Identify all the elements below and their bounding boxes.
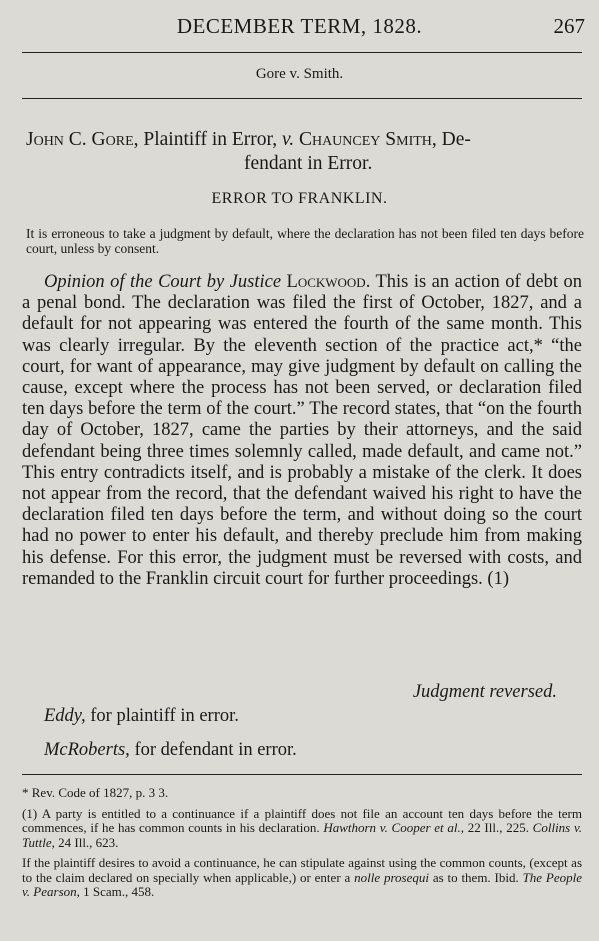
plaintiff-name: John C. Gore, bbox=[26, 129, 139, 150]
judgment: Judgment reversed. bbox=[412, 682, 557, 702]
counsel-defendant bbox=[44, 740, 297, 761]
running-head bbox=[0, 14, 599, 44]
opinion-body: This is an action of debt on a penal bond. The declaration was filed the first of October, 1827, and a default for not appearing was entered the fourth of the same month. This was clearly irregular. By the eleventh section of the practice act,* “the court, for want of appearance, may give judgment by default on calling the cause, except where the process has not been served, or declaration filed ten days before the term of the court.” The record states, that “on the fourth day of October, 1827, came the parties by their attorneys, and the said defendant being three times solemnly called, made default, and came not.” This entry contradicts itself, and is probably a mistake of the clerk. It does not appear from the record, that the defendant waived his right to have the declaration filed ten days before the term, and without doing so the court had no power to enter his default, and thereby preclude him from making his defense. For this error, the judgment must be reversed with costs, and remanded to the Franklin circuit court for further proceedings. (1) bbox=[22, 272, 583, 589]
page-number: 267 bbox=[553, 14, 585, 38]
counsel-plaintiff bbox=[44, 706, 239, 727]
defendant-role-b: fendant in Error. bbox=[244, 153, 373, 174]
case-short-title: Gore v. Smith. bbox=[255, 66, 344, 82]
footnote-rule bbox=[22, 774, 582, 775]
case-caption bbox=[26, 128, 586, 176]
defendant-name: Chauncey Smith, bbox=[298, 129, 437, 150]
headnote: It is erroneous to take a judgment by default, where the declaration has not been filed ten days before court, unless by consent. bbox=[26, 226, 584, 256]
counsel-defendant-name: McRoberts, bbox=[44, 740, 130, 760]
footnote-1-cite-2: Collins v. Tuttle, bbox=[22, 820, 583, 850]
counsel-defendant-text: for defendant in error. bbox=[134, 740, 297, 760]
versus: v. bbox=[281, 129, 295, 150]
header-rule bbox=[22, 52, 582, 53]
running-title: DECEMBER TERM, 1828. bbox=[176, 14, 423, 38]
footnote-1-text-c: 24 Ill., 623. bbox=[58, 834, 119, 850]
footnote-1-text-b: 22 Ill., 225. bbox=[467, 820, 529, 835]
justice-name: Lockwood. bbox=[286, 272, 371, 292]
opinion-lead: Opinion of the Court by Justice bbox=[44, 272, 282, 292]
footnote-2 bbox=[22, 856, 582, 900]
footnote-star: * Rev. Code of 1827, p. 3 3. bbox=[22, 785, 169, 800]
footnote-2-latin: nolle prosequi bbox=[354, 869, 429, 885]
footnote-2-text-b: as to them. Ibid. bbox=[432, 869, 519, 885]
opinion-text bbox=[22, 272, 582, 590]
footnotes bbox=[22, 786, 582, 906]
plaintiff-role: Plaintiff in Error, bbox=[143, 129, 278, 150]
subheading: ERROR TO FRANKLIN. bbox=[211, 190, 388, 207]
footnote-1 bbox=[22, 807, 582, 851]
counsel-plaintiff-text: for plaintiff in error. bbox=[90, 706, 239, 726]
footnote-1-cite-1: Hawthorn v. Cooper et al., bbox=[323, 820, 464, 835]
header-rule-lower bbox=[22, 98, 582, 99]
footnote-2-text-a: If the plaintiff desires to avoid a continuance, he can stipulate against using the common counts, (except as to the claim declared on specially when applicable,) or enter a bbox=[22, 855, 582, 885]
footnote-2-text-c: 1 Scam., 458. bbox=[83, 884, 155, 899]
footnote-1-text-a: (1) A party is entitled to a continuance if a plaintiff does not file an account ten days before the term commences, if he has common counts in his declaration. bbox=[22, 805, 582, 835]
defendant-role-a: De- bbox=[441, 129, 471, 150]
counsel-plaintiff-name: Eddy, bbox=[44, 706, 86, 726]
footnote-2-cite: The People v. Pearson, bbox=[22, 869, 582, 899]
